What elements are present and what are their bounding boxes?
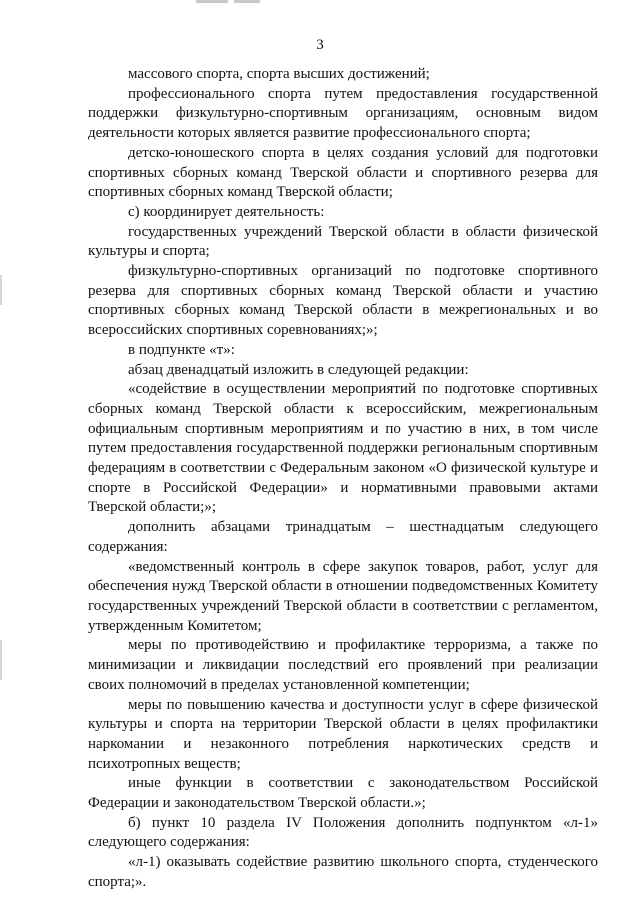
paragraph: дополнить абзацами тринадцатым – шестнадцатым следующего содержания:	[88, 519, 598, 555]
scan-artifact-mark	[0, 275, 2, 305]
scan-artifact-mark	[234, 0, 260, 3]
paragraph: массового спорта, спорта высших достижений;	[128, 66, 430, 82]
paragraph: меры по повышению качества и доступности услуг в сфере физической культуры и спорта на территории Тверской области в целях профилактики наркомании и незаконного потребления наркотических средств и психотропных веществ;	[88, 696, 598, 772]
paragraph: «содействие в осуществлении мероприятий по подготовке спортивных сборных команд Тверской области к всероссийским, межрегиональным официальным спортивным мероприятиям и по участию в них, в том числе путем предоставления государственной поддержки региональным спортивным федерациям в соответствии с Федеральным законом «О физической культуре и спорте в Российской Федерации» и нормативными правовыми актами Тверской области;»;	[88, 381, 598, 516]
scan-artifact-mark	[196, 0, 228, 3]
paragraph: б) пункт 10 раздела IV Положения дополнить подпунктом «л-1» следующего содержания:	[88, 814, 598, 851]
document-body	[88, 65, 598, 893]
paragraph: физкультурно-спортивных организаций по подготовке спортивного резерва для спортивных сборных команд Тверской области и участию спортивных сборных команд Тверской области в межрегиональных и во всероссийских спортивных соревнованиях;»;	[88, 263, 598, 339]
paragraph: профессионального спорта путем предоставления государственной поддержки физкультурно-спортивным организациям, основным видом деятельности которых является развитие профессионального спорта;	[88, 85, 598, 142]
page-number: 3	[316, 37, 324, 53]
paragraph: государственных учреждений Тверской области в области физической культуры и спорта;	[88, 223, 598, 260]
paragraph: в подпункте «т»:	[128, 341, 235, 358]
paragraph: иные функции в соответствии с законодательством Российской Федерации и законодательством Тверской области.»;	[88, 775, 598, 812]
paragraph: «л-1) оказывать содействие развитию школьного спорта, студенческого спорта;».	[88, 854, 598, 890]
paragraph: с) координирует деятельность:	[128, 203, 325, 220]
scan-artifact-mark	[0, 640, 2, 680]
paragraph: детско-юношеского спорта в целях создания условий для подготовки спортивных сборных команд Тверской области и спортивного резерва для спортивных сборных команд Тверской области;	[88, 144, 598, 201]
paragraph: меры по противодействию и профилактике терроризма, а также по минимизации и ликвидации последствий его проявлений при реализации своих полномочий в пределах установленной компетенции;	[88, 637, 598, 693]
paragraph: абзац двенадцатый изложить в следующей редакции:	[128, 361, 469, 378]
paragraph: «ведомственный контроль в сфере закупок товаров, работ, услуг для обеспечения нужд Тверской области в отношении подведомственных Комитету государственных учреждений Тверской области в соответствии с регламентом, утвержденным Комитетом;	[88, 558, 598, 634]
